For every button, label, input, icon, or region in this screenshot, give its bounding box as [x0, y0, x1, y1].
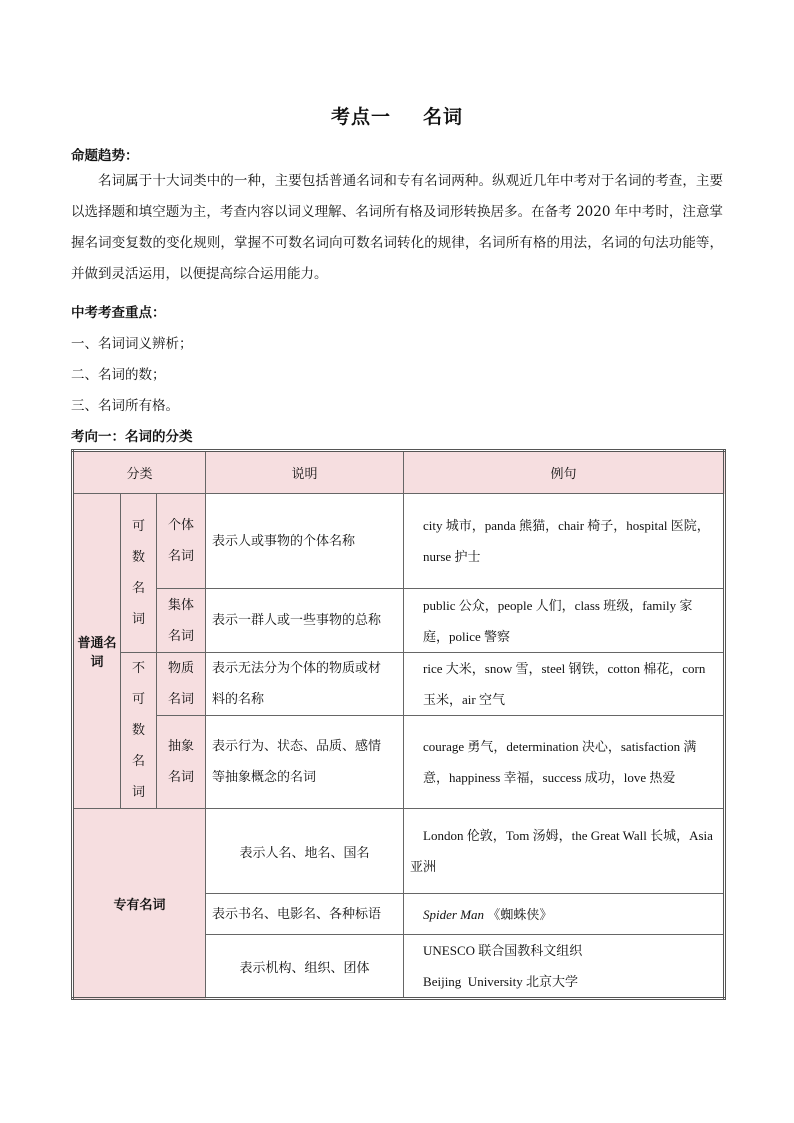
table-row [73, 809, 725, 894]
example-cell: Spider Man 《蜘蛛侠》 [404, 894, 725, 935]
type-label: 抽象 名词 [157, 716, 206, 809]
title-part1: 考点一 [330, 106, 391, 128]
focus-heading: 中考考查重点： [71, 305, 166, 321]
type-label: 集体 名词 [157, 589, 206, 653]
title-part2: 名词 [423, 106, 464, 128]
section-heading: 考向一：名词的分类 [71, 429, 193, 445]
type-label: 个体 名词 [157, 494, 206, 589]
focus-item-1: 一、名词词义辨析； [71, 336, 193, 352]
description-cell: 表示人名、地名、国名 [206, 809, 404, 894]
type-label: 物质 名词 [157, 653, 206, 716]
header-description: 说明 [206, 451, 404, 494]
description-cell: 表示机构、组织、团体 [206, 935, 404, 999]
common-noun-label: 普通名词 [73, 494, 121, 809]
example-cell: city 城市，panda 熊猫，chair 椅子，hospital 医院， nurse 护士 [404, 494, 725, 589]
example-cell: London 伦敦，Tom 汤姆，the Great Wall 长城，Asia 亚洲 [404, 809, 725, 894]
description-cell: 表示无法分为个体的物质或材 料的名称 [206, 653, 404, 716]
description-cell: 表示人或事物的个体名称 [206, 494, 404, 589]
proper-noun-label: 专有名词 [73, 809, 206, 999]
uncountable-label: 不 可 数 名 词 [121, 653, 157, 809]
table-row [73, 653, 725, 716]
focus-item-3: 三、名词所有格。 [71, 398, 179, 414]
header-example: 例句 [404, 451, 725, 494]
example-cell: public 公众，people 人们，class 班级，family 家 庭，police 警察 [404, 589, 725, 653]
table-header-row [73, 451, 725, 494]
example-cell: UNESCO 联合国教科文组织 Beijing University 北京大学 [404, 935, 725, 999]
description-cell: 表示一群人或一些事物的总称 [206, 589, 404, 653]
focus-item-2: 二、名词的数； [71, 367, 166, 383]
description-cell: 表示行为、状态、品质、感情 等抽象概念的名词 [206, 716, 404, 809]
trend-heading: 命题趋势： [71, 148, 139, 164]
trend-paragraph: 名词属于十大词类中的一种，主要包括普通名词和专有名词两种。纵观近几年中考对于名词的考查，主要以选择题和填空题为主，考查内容以词义理解、名词所有格及词形转换居多。在备考 2020 年中考时，注意掌握名词变复数的变化规则，掌握不可数名词向可数名词转化的规律，名词所有格的用法，名词的句法功能等，并做到灵活运用，以便提高综合运用能力。 [71, 173, 723, 282]
table-row [73, 589, 725, 653]
example-cell: courage 勇气，determination 决心，satisfaction 满 意，happiness 幸福，success 成功，love 热爱 [404, 716, 725, 809]
header-category: 分类 [73, 451, 206, 494]
example-cell: rice 大米，snow 雪，steel 钢铁，cotton 棉花，corn 玉米，air 空气 [404, 653, 725, 716]
noun-classification-table [71, 449, 726, 1000]
description-cell: 表示书名、电影名、各种标语 [206, 894, 404, 935]
countable-label: 可 数 名 词 [121, 494, 157, 653]
page-title [0, 102, 794, 129]
table-row [73, 716, 725, 809]
table-row [73, 494, 725, 589]
